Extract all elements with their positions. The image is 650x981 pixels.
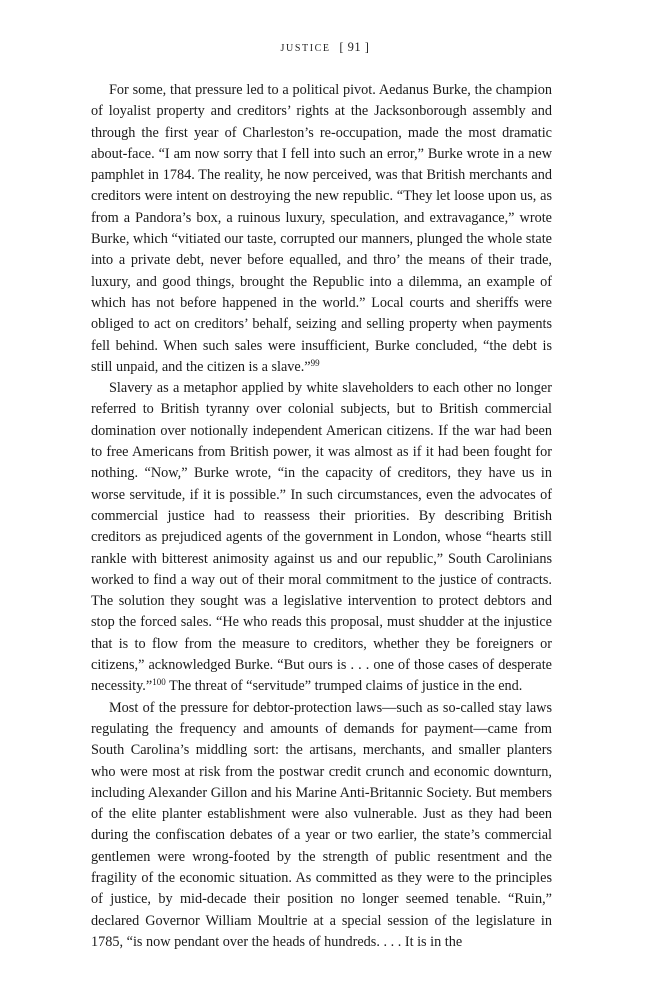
running-head: [0, 40, 650, 56]
body-text: [91, 80, 552, 953]
paragraph-text: For some, that pressure led to a political pivot. Aedanus Burke, the champion of loyalist property and creditors’ rights at the Jacksonborough assembly and through the first year of Charleston’s re-occupation, made the most dramatic about-face. “I am now sorry that I fell into such an error,” Burke wrote in a new pamphlet in 1784. The reality, he now perceived, was that British merchants and creditors were intent on destroying the new republic. “They let loose upon us, as from a Pandora’s box, a ruinous luxury, speculation, and extravagance,” wrote Burke, which “vitiated our taste, corrupted our manners, plunged the whole state into a private debt, never before equalled, and thro’ the means of their trade, luxury, and good things, brought the Republic into a dilemma, an example of which has not before happened in the world.” Local courts and sheriffs were obliged to act on creditors’ behalf, seizing and selling property when payments fell behind. When such sales were insufficient, Burke concluded, “the debt is still unpaid, and the citizen is a slave.”: [91, 82, 552, 375]
paragraph-text-continued: The threat of “servitude” trumped claims of justice in the end.: [165, 678, 523, 695]
paragraph-text: Slavery as a metaphor applied by white slaveholders to each other no longer referred to British tyranny over colonial subjects, but to British commercial domination over notionally independent American citizens. If the war had been to free Americans from British power, it was almost as if it had been fought for nothing. “Now,” Burke wrote, “in the capacity of creditors, they have us in worse servitude, if it is possible.” In such circumstances, even the advocates of commercial justice had to reassess their priorities. By describing British creditors as prejudiced agents of the government in London, whose “hearts still rankle with bitterest animosity against us and our republic,” South Carolinians worked to find a way out of their moral commitment to the justice of contracts. The solution they sought was a legislative intervention to protect debtors and stop the forced sales. “He who reads this proposal, must shudder at the injustice that is to flow from the measure to creditors, whether they be foreigners or citizens,” acknowledged Burke. “But ours is . . . one of those cases of desperate necessity.”: [91, 380, 552, 695]
paragraph: [91, 698, 552, 954]
paragraph-text: Most of the pressure for debtor-protection laws—such as so-called stay laws regulating the frequency and amounts of demands for payment—came from South Carolina’s middling sort: the artisans, merchants, and smaller planters who were most at risk from the postwar credit crunch and economic downturn, including Alexander Gillon and his Marine Anti-Britannic Society. But members of the elite planter establishment were also vulnerable. Just as they had been during the confiscation debates of a year or two earlier, the state’s commercial gentlemen were wrong-footed by the strength of public resentment and the fragility of the economic situation. As committed as they were to the principles of justice, by mid-decade their position no longer seemed tenable. “Ruin,” declared Governor William Moultrie at a special session of the legislature in 1785, “is now pendant over the heads of hundreds. . . . It is in the: [91, 699, 552, 950]
paragraph: [91, 378, 552, 697]
page-number: [ 91 ]: [339, 40, 370, 54]
footnote-marker[interactable]: 99: [310, 357, 320, 368]
running-head-title: justice: [280, 40, 331, 55]
paragraph: [91, 80, 552, 378]
footnote-marker[interactable]: 100: [152, 677, 166, 688]
